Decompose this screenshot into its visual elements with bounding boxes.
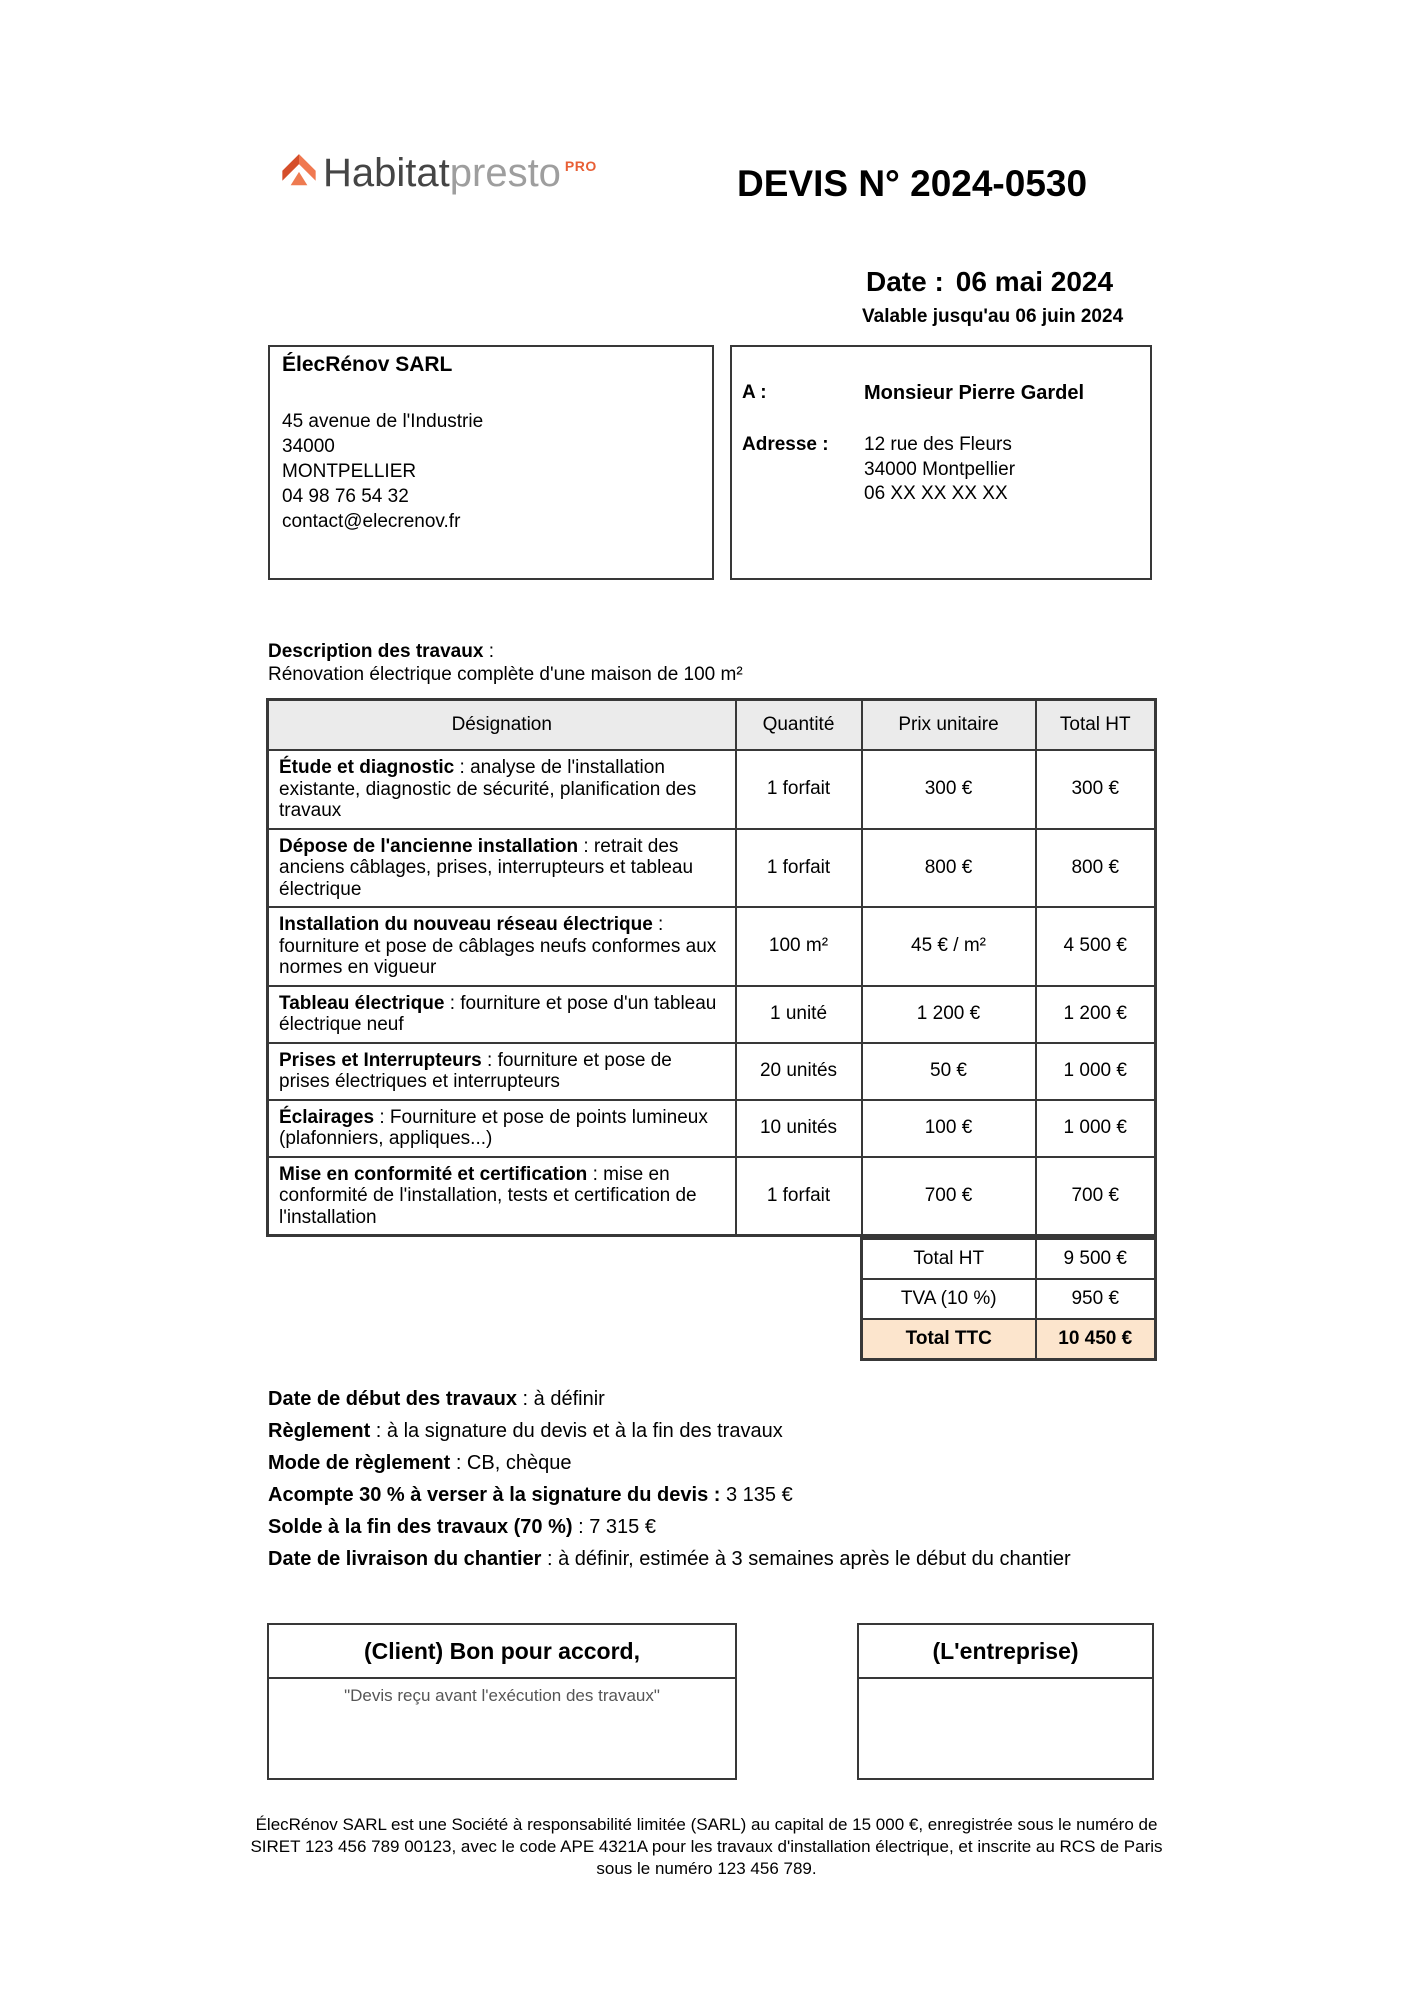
item-designation: Installation du nouveau réseau électrique : fourniture et pose de câblages neufs conformes aux normes en vigueur — [268, 907, 736, 986]
item-total: 800 € — [1036, 829, 1156, 908]
table-row — [268, 986, 1156, 1043]
company-name: ÉlecRénov SARL — [282, 353, 453, 376]
date-label: Date : — [866, 266, 944, 297]
table-row — [268, 907, 1156, 986]
item-designation: Tableau électrique : fourniture et pose d'un tableau électrique neuf — [268, 986, 736, 1043]
works-description — [268, 640, 743, 686]
logo-habitat-text: Habitat — [323, 151, 450, 195]
client-info-box — [730, 345, 1152, 580]
item-unit-price: 1 200 € — [862, 986, 1036, 1043]
total-ttc-row — [862, 1319, 1156, 1360]
term-acompte: Acompte 30 % à verser à la signature du devis : 3 135 € — [268, 1484, 793, 1506]
table-header-row — [268, 700, 1156, 751]
logo-presto-text: presto — [449, 151, 561, 195]
company-postal-code: 34000 — [282, 436, 335, 457]
item-total: 700 € — [1036, 1157, 1156, 1236]
item-unit-price: 50 € — [862, 1043, 1036, 1100]
date-line — [866, 266, 1113, 298]
legal-footer — [0, 1814, 1413, 1880]
works-description-label: Description des travaux — [268, 641, 484, 662]
totals-table — [860, 1237, 1157, 1361]
item-total: 4 500 € — [1036, 907, 1156, 986]
items-section — [266, 698, 1157, 1361]
valid-until: Valable jusqu'au 06 juin 2024 — [862, 306, 1124, 327]
col-header-quantite: Quantité — [736, 700, 862, 751]
company-address: 45 avenue de l'Industrie — [282, 411, 484, 432]
total-ttc-value: 10 450 € — [1036, 1319, 1156, 1360]
item-unit-price: 800 € — [862, 829, 1036, 908]
habitatpresto-logo-icon — [280, 153, 318, 193]
table-row — [268, 1043, 1156, 1100]
tva-value: 950 € — [1036, 1279, 1156, 1319]
client-address-row — [742, 433, 1150, 507]
total-ttc-label: Total TTC — [862, 1319, 1036, 1360]
works-description-colon: : — [483, 641, 494, 662]
client-signature-note: "Devis reçu avant l'exécution des travaux" — [344, 1686, 660, 1705]
term-reglement: Règlement : à la signature du devis et à la fin des travaux — [268, 1420, 783, 1442]
date-value: 06 mai 2024 — [955, 266, 1114, 297]
item-total: 1 200 € — [1036, 986, 1156, 1043]
item-quantity: 1 forfait — [736, 829, 862, 908]
client-address-label: Adresse : — [742, 434, 829, 455]
client-signature-box — [267, 1623, 737, 1780]
company-email: contact@elecrenov.fr — [282, 511, 461, 532]
client-address-line2: 34000 Montpellier — [864, 458, 1016, 480]
item-total: 300 € — [1036, 750, 1156, 829]
item-unit-price: 700 € — [862, 1157, 1036, 1236]
company-signature-title: (L'entreprise) — [859, 1625, 1152, 1679]
item-quantity: 1 forfait — [736, 750, 862, 829]
item-designation: Mise en conformité et certification : mise en conformité de l'installation, tests et certification de l'installation — [268, 1157, 736, 1236]
item-unit-price: 45 € / m² — [862, 907, 1036, 986]
company-signature-box — [857, 1623, 1154, 1780]
company-phone: 04 98 76 54 32 — [282, 486, 409, 507]
parties-section — [268, 345, 1152, 580]
client-address — [864, 433, 1015, 507]
col-header-total-ht: Total HT — [1036, 700, 1156, 751]
legal-footer-line2: SIRET 123 456 789 00123, avec le code APE 4321A pour les travaux d'installation électrique, et inscrite au RCS de Paris — [250, 1837, 1163, 1856]
company-signature-area — [859, 1679, 1152, 1686]
table-row — [268, 750, 1156, 829]
item-quantity: 100 m² — [736, 907, 862, 986]
legal-footer-line3: sous le numéro 123 456 789. — [596, 1859, 817, 1878]
item-total: 1 000 € — [1036, 1043, 1156, 1100]
client-signature-title: (Client) Bon pour accord, — [269, 1625, 735, 1679]
table-row — [268, 829, 1156, 908]
tva-row — [862, 1279, 1156, 1319]
client-name-row — [742, 381, 1150, 405]
item-total: 1 000 € — [1036, 1100, 1156, 1157]
term-start-date: Date de début des travaux : à définir — [268, 1388, 605, 1410]
item-quantity: 1 forfait — [736, 1157, 862, 1236]
payment-terms — [268, 1389, 1071, 1581]
total-ht-row — [862, 1239, 1156, 1280]
col-header-prix-unitaire: Prix unitaire — [862, 700, 1036, 751]
table-row — [268, 1100, 1156, 1157]
item-designation: Prises et Interrupteurs : fourniture et pose de prises électriques et interrupteurs — [268, 1043, 736, 1100]
total-ht-label: Total HT — [862, 1239, 1036, 1280]
habitatpresto-logo — [280, 149, 597, 197]
items-table — [266, 698, 1157, 1237]
client-address-line1: 12 rue des Fleurs — [864, 434, 1012, 455]
item-designation: Éclairages : Fourniture et pose de points lumineux (plafonniers, appliques...) — [268, 1100, 736, 1157]
client-name: Monsieur Pierre Gardel — [864, 382, 1085, 404]
client-phone: 06 XX XX XX XX — [864, 483, 1008, 504]
table-row — [268, 1157, 1156, 1236]
logo-pro-badge: PRO — [564, 158, 597, 174]
page-title: DEVIS N° 2024-0530 — [737, 163, 1088, 204]
term-livraison: Date de livraison du chantier : à définir, estimée à 3 semaines après le début du chantier — [268, 1548, 1071, 1570]
item-unit-price: 100 € — [862, 1100, 1036, 1157]
term-mode-reglement: Mode de règlement : CB, chèque — [268, 1452, 572, 1474]
term-solde: Solde à la fin des travaux (70 %) : 7 315 € — [268, 1516, 656, 1538]
item-quantity: 10 unités — [736, 1100, 862, 1157]
item-quantity: 20 unités — [736, 1043, 862, 1100]
client-to-label: A : — [742, 382, 767, 403]
item-quantity: 1 unité — [736, 986, 862, 1043]
logo-wordmark — [323, 149, 561, 197]
item-designation: Dépose de l'ancienne installation : retrait des anciens câblages, prises, interrupteurs et tableau électrique — [268, 829, 736, 908]
works-description-label-line — [268, 640, 743, 663]
company-info-box — [268, 345, 714, 580]
company-city: MONTPELLIER — [282, 461, 417, 482]
total-ht-value: 9 500 € — [1036, 1239, 1156, 1280]
item-designation: Étude et diagnostic : analyse de l'installation existante, diagnostic de sécurité, planification des travaux — [268, 750, 736, 829]
item-unit-price: 300 € — [862, 750, 1036, 829]
col-header-designation: Désignation — [268, 700, 736, 751]
works-description-text: Rénovation électrique complète d'une maison de 100 m² — [268, 664, 743, 685]
legal-footer-line1: ÉlecRénov SARL est une Société à responsabilité limitée (SARL) au capital de 15 000 €, enregistrée sous le numéro de — [255, 1815, 1158, 1834]
tva-label: TVA (10 %) — [862, 1279, 1036, 1319]
